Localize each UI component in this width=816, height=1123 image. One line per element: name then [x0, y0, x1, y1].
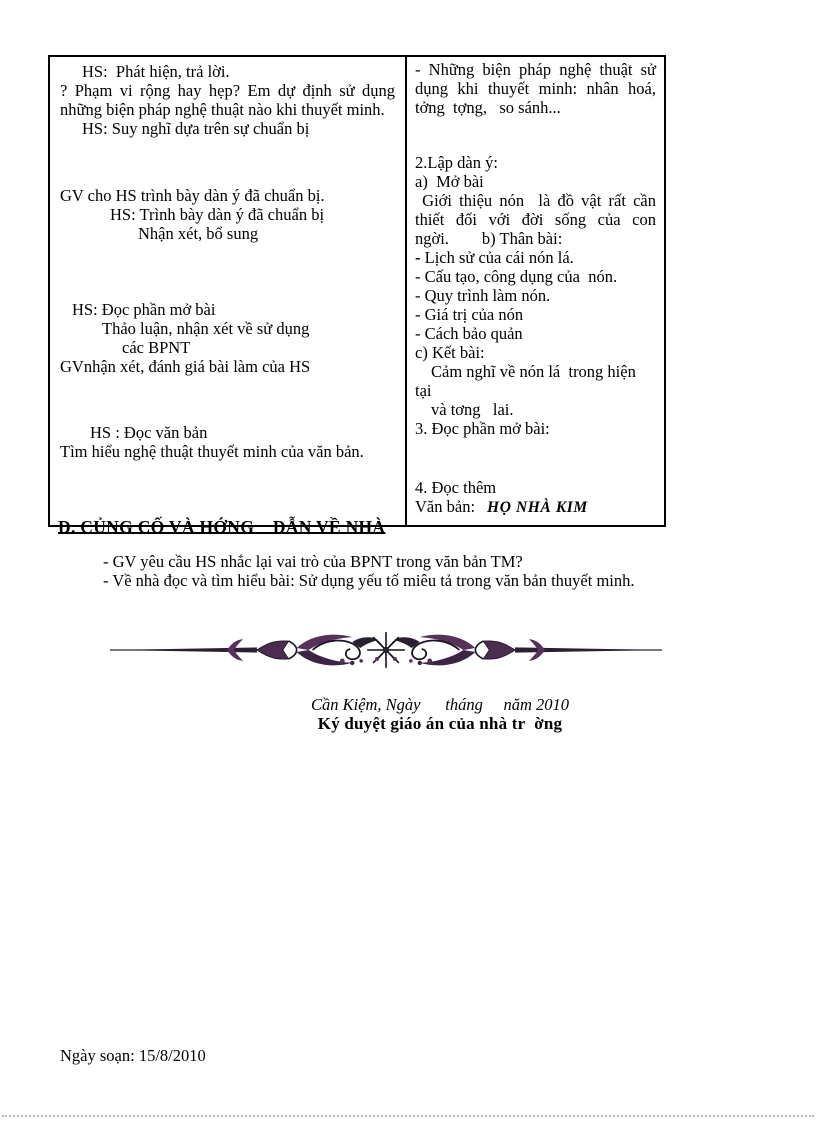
table-text-line: ? Phạm vi rộng hay hẹp? Em dự định sử dụng những biện pháp nghệ thuật nào khi thuyết minh. [60, 81, 395, 119]
homework-list [0, 552, 660, 590]
list-dash: - [415, 248, 421, 267]
table-text-line: GVnhận xét, đánh giá bài làm của HS [60, 357, 311, 376]
van-ban-title: HỌ NHÀ KIM [487, 499, 588, 516]
table-text-line: 4. Đọc thêm [415, 478, 497, 497]
table-text-line: - Quy trình làm nón. [415, 286, 551, 305]
table-text-line: Nhận xét, bổ sung [138, 224, 259, 243]
approval-line: Ký duyệt giáo án của nhà tr ờng [317, 714, 563, 733]
table-text-line: Thảo luận, nhận xét về sử dụng [102, 319, 310, 338]
table-text-line: HS : Đọc văn bản [90, 423, 208, 442]
table-text-line: 2.Lập dàn ý: [415, 153, 498, 172]
homework-bullet: - GV yêu cầu HS nhắc lại vai trò của BPNT trong văn bản TM? [103, 552, 523, 571]
homework-bullet: - Về nhà đọc và tìm hiểu bài: Sử dụng yếu tố miêu tả trong văn bản thuyết minh. [103, 571, 635, 590]
table-text-line: - Lịch sử của cái nón lá. [415, 248, 574, 267]
table-text-line: các BPNT [122, 338, 191, 357]
table-text-line: - Cấu tạo, công dụng của nón. [415, 267, 618, 286]
van-ban-label: Văn bản: [415, 497, 476, 516]
table-text-line: HS: Trình bày dàn ý đã chuẩn bị [110, 205, 325, 224]
table-text-line: HS: Phát hiện, trả lời. [82, 62, 230, 81]
table-text-line: Cảm nghĩ về nón lá trong hiện tại [415, 362, 636, 400]
signature-date-line: Cần Kiệm, Ngày tháng năm 2010 [310, 695, 570, 714]
table-text-line: c) Kết bài: [415, 343, 485, 362]
prepared-date: Ngày soạn: 15/8/2010 [60, 1046, 206, 1065]
table-text-line: a) Mở bài [415, 172, 484, 191]
table-text-line: GV cho HS trình bày dàn ý đã chuẩn bị. [60, 186, 325, 205]
table-text-line: - Cách bảo quản [415, 324, 523, 343]
table-text-line: HS: Đọc phần mở bài [72, 300, 216, 319]
table-text-line: 3. Đọc phần mở bài: [415, 419, 550, 438]
lesson-content-cell [407, 57, 664, 525]
table-text-line: HS: Suy nghĩ dựa trên sự chuẩn bị [82, 119, 310, 138]
table-text-line: - Giá trị của nón [415, 305, 524, 324]
signature-block [270, 695, 610, 733]
page-bottom-dotted-line [2, 1115, 814, 1117]
lesson-activity-table [48, 55, 666, 527]
table-text-line: Giới thiệu nón là đồ vật rất cần thiết đối với đời sống của con ngời. b) Thân bài: [415, 191, 656, 248]
floral-divider-ornament [108, 628, 664, 672]
table-text-line: và tơng lai. [431, 400, 514, 419]
teacher-student-activity-cell [50, 57, 407, 525]
table-text-line: Tìm hiểu nghệ thuật thuyết minh của văn bản. [60, 442, 364, 461]
section-d-heading: D. CỦNG CỐ VÀ HỚNG DẪN VỀ NHÀ [58, 517, 386, 537]
table-text-line: - Những biện pháp nghệ thuật sử dụng khi thuyết minh: nhân hoá, tởng tợng, so sánh... [415, 60, 656, 117]
van-ban-line [415, 497, 656, 517]
